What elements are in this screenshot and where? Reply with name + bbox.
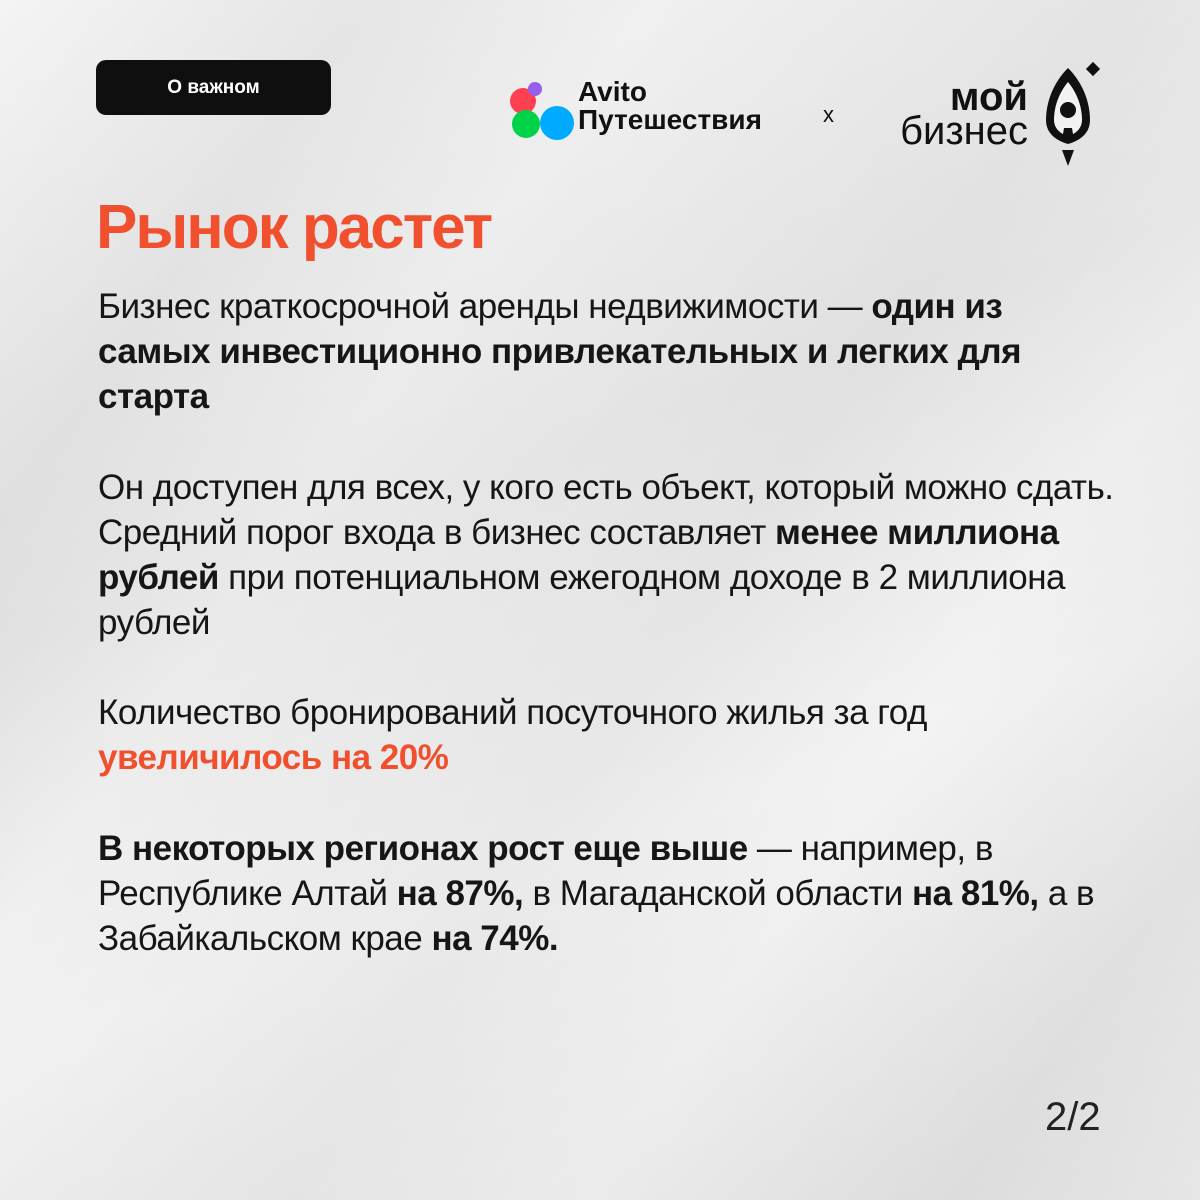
paragraph-business-attractiveness (98, 284, 1118, 419)
p4-zabaikalsky-value: на 74%. (431, 919, 559, 958)
p1-text: Бизнес краткосрочной аренды недвижимости — (98, 287, 872, 326)
page-title: Рынок растет (96, 193, 492, 262)
avito-logo-line1: Avito (578, 76, 647, 107)
p4-text-3: а в Забайкальском крае (98, 874, 1095, 958)
p4-bold-lead: В некоторых регионах рост еще выше (98, 829, 748, 868)
moy-logo-line1: мой (949, 75, 1028, 119)
moy-biznes-logo (862, 75, 1028, 153)
paragraph-entry-threshold (98, 465, 1118, 645)
p1-bold: один из самых инвестиционно привлекательных и легких для старта (98, 287, 1021, 416)
rocket-icon (1036, 60, 1108, 172)
p3-highlight: увеличилось на 20% (98, 738, 449, 777)
p2-bold: менее миллиона рублей (98, 513, 1059, 597)
avito-logo-line2: Путешествия (578, 104, 762, 135)
p4-magadan-value: на 81%, (912, 874, 1039, 913)
p4-text-2: в Магаданской области (523, 874, 913, 913)
p4-text-1: — например, в Республике Алтай (98, 829, 993, 913)
category-badge (96, 60, 331, 115)
p2-text: Он доступен для всех, у кого есть объект, который можно сдать. Средний порог входа в бизнес составляет (98, 468, 1114, 552)
logo-separator: x (823, 102, 834, 127)
avito-logo-text (578, 78, 762, 134)
p4-altai-value: на 87%, (396, 874, 524, 913)
logo-dot-green (512, 110, 540, 138)
p2-text-end: при потенциальном ежегодном доходе в 2 миллиона рублей (98, 558, 1066, 642)
logo-dot-purple (528, 82, 542, 96)
p3-text: Количество бронирований посуточного жилья за год (98, 693, 927, 732)
paragraph-bookings-growth (98, 690, 1118, 780)
logo-dot-blue (540, 106, 574, 140)
category-badge-label: О важном (167, 76, 260, 98)
moy-logo-line2: бизнес (900, 109, 1028, 153)
page-counter: 2/2 (1045, 1095, 1101, 1139)
paragraph-regional-growth (98, 826, 1118, 961)
